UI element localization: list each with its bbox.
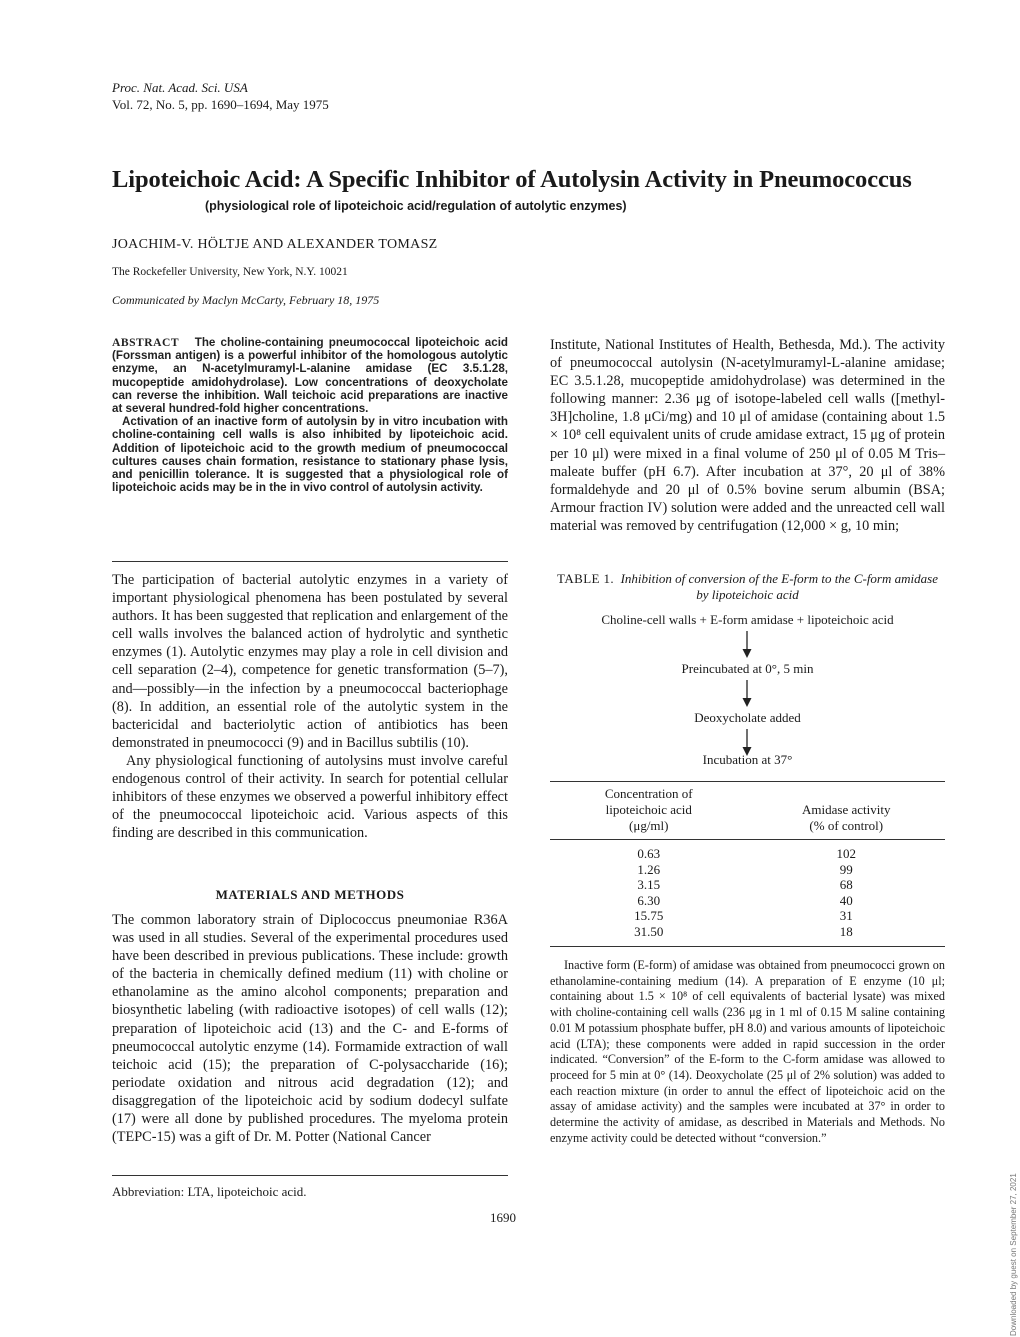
footnote-divider xyxy=(112,1175,508,1176)
introduction xyxy=(112,571,508,842)
table-row: 15.75 31 xyxy=(634,908,853,924)
table-row: 3.15 68 xyxy=(637,877,853,893)
table-header-rule xyxy=(550,839,945,840)
download-watermark: Downloaded by guest on September 27, 2021 xyxy=(1009,1173,1018,1336)
table-row: 0.63 102 xyxy=(637,846,856,861)
abstract-label: ABSTRACT xyxy=(112,336,180,349)
table-footnote xyxy=(550,958,945,1146)
methods-paragraph-1: The common laboratory strain of Diplococcus pneumoniae R36A was used in all studies. Several of the experimental procedures used have been described in previous publications. These include: growth of the bacteria in chemically defined medium (11) with choline or ethanolamine as the amino alcohol components; preparation and biosynthetic labeling (with radioactive isotopes) of cell walls (12); preparation of lipoteichoic acid (13) and the C- and E-forms of pneumococcal autolytic enzyme (14). Formamide extraction of wall teichoic acid (15); the preparation of C-polysaccharide (16); periodate oxidation and nitrous acid degradation (12); and disaggregation of the lipoteichoic acid by sodium dodecyl sulfate (17) were all done by published procedures. The myeloma protein (TEPC-15) was a gift of Dr. M. Potter (National Cancer xyxy=(112,912,508,1146)
flow-step-1: Choline-cell walls + E-form amidase + lipoteichoic acid xyxy=(601,612,894,627)
abstract-paragraph-2: Activation of an inactive form of autolysin by in vitro incubation with choline-containing cell walls is also inhibited by lipoteichoic acid. Addition of lipoteichoic acid to the growth medium of pneumococcal cultures causes chain formation, resistance to stationary phase lysis, and penicillin tolerance. It is suggested that a physiological role of lipoteichoic acids may be in the in vivo control of autolysin activity. xyxy=(112,415,508,495)
intro-paragraph-1: The participation of bacterial autolytic enzymes in a variety of important physiological phenomena has been postulated by several authors. It has been suggested that replication and enlargement of the cell walls involves the balanced action of hydrolytic and synthetic enzymes (1). Autolytic enzymes may play a role in cell division and cell separation (2–4), competence for genetic transformation (5–7), and—possibly—in the infection by a pneumococcal bacteriophage (8). In addition, an essential role of the autolytic system in the bactericidal and bacteriolytic action of antibiotics has been demonstrated in pneumococci (9) and in Bacillus subtilis (10). xyxy=(112,572,508,751)
methods-section xyxy=(112,911,508,1146)
table-top-rule xyxy=(550,781,945,782)
flow-step-3: Deoxycholate added xyxy=(694,710,801,725)
table-header-row xyxy=(550,786,945,834)
abstract-paragraph-1: The choline-containing pneumococcal lipoteichoic acid (Forssman antigen) is a powerful inhibitor of the homologous autolytic enzyme, an N-acetylmuramyl-L-alanine amidase (EC 3.5.1.28, mucopeptide amidohydrolase). Low concentrations of deoxycholate can reverse the inhibition. Wall teichoic acid preparations are inactive at several hundred-fold higher concentrations. xyxy=(112,336,509,416)
column-header-concentration: Concentration of lipoteichoic acid (μg/ml) xyxy=(604,786,693,833)
authors: JOACHIM-V. HÖLTJE AND ALEXANDER TOMASZ xyxy=(112,237,438,252)
journal-name: Proc. Nat. Acad. Sci. USA xyxy=(112,80,248,95)
methods-continued xyxy=(550,336,945,535)
table-bottom-rule xyxy=(550,946,945,947)
table-row: 31.50 18 xyxy=(634,923,853,939)
flow-step-2: Preincubated at 0°, 5 min xyxy=(681,661,814,676)
paper-subtitle: (physiological role of lipoteichoic acid/regulation of autolytic enzymes) xyxy=(205,199,627,213)
table-caption xyxy=(550,571,945,603)
abstract xyxy=(112,336,508,494)
abbreviation-footnote: Abbreviation: LTA, lipoteichoic acid. xyxy=(112,1184,307,1199)
methods-continued-text: Institute, National Institutes of Health, Bethesda, Md.). The activity of pneumococcal autolysin (N-acetylmuramyl-L-alanine amidase; EC 3.5.1.28, mucopeptide amidohydrolase) was determined in the following manner: 2.36 μg of isotope-labeled cell walls ([methyl-3H]choline, 1.8 μCi/mg) and 10 μl of amidase (containing about 1.5 × 10⁸ cell equivalent units of crude amidase extract, 15 μg of protein per 10 μl) were mixed in a final volume of 250 μl of 0.05 M Tris–maleate buffer (pH 6.7). After incubation at 37°, 20 μl of 38% formaldehyde and 20 μl of 0.5% bovine serum albumin (BSA; Armour fraction IV) solution were added and the unreacted cell wall material was removed by centrifugation (12,000 × g, 10 min; xyxy=(550,337,945,534)
table-label: TABLE 1. xyxy=(557,571,615,586)
down-arrow-icon xyxy=(740,680,754,708)
flow-step-4: Incubation at 37° xyxy=(702,752,793,767)
data-table xyxy=(550,786,945,940)
communicated-line: Communicated by Maclyn McCarty, February 18, 1975 xyxy=(112,293,380,307)
volume-line: Vol. 72, No. 5, pp. 1690–1694, May 1975 xyxy=(112,97,329,112)
page-number: 1690 xyxy=(490,1210,516,1225)
paper-title: Lipoteichoic Acid: A Specific Inhibitor of Autolysin Activity in Pneumococcus xyxy=(112,166,912,193)
column-header-activity: Amidase activity (% of control) xyxy=(802,802,891,833)
affiliation: The Rockefeller University, New York, N.Y. 10021 xyxy=(112,266,348,278)
table-caption-text: Inhibition of conversion of the E-form to the C-form amidase by lipoteichoic acid xyxy=(620,571,938,602)
methods-heading: MATERIALS AND METHODS xyxy=(215,887,405,902)
abstract-divider xyxy=(112,561,508,562)
table-footnote-text: Inactive form (E-form) of amidase was obtained from pneumococci grown on ethanolamine-containing medium (14). A preparation of E enzyme (10 μl; containing about 1.5 × 10⁸ of cell equivalents of bacterial lysate) was mixed with choline-containing cell walls (236 μg in 1 ml of 0.15 M saline containing 0.01 M potassium phosphate buffer, pH 8.0) and various amounts of lipoteichoic acid (LTA); these components were added in rapid succession in the order indicated. “Conversion” of the E-form to the C-form amidase was allowed to proceed for 5 min at 0° (14). Deoxycholate (25 μl of 2% solution) was added to each reaction mixture (in order to annul the effect of lipoteichoic acid on the assay of amidase activity) and the samples were incubated at 37° in order to determine the activity of amidase, as described in Materials and Methods. No enzyme activity could be detected without “conversion.” xyxy=(550,958,945,1145)
table-row: 1.26 99 xyxy=(637,861,853,877)
intro-paragraph-2: Any physiological functioning of autolysins must involve careful endogenous control of their activity. In search for potential cellular inhibitors of these enzymes we observed a powerful inhibitory effect of the pneumococcal lipoteichoic acid. Various aspects of this finding are described in this communication. xyxy=(112,752,508,842)
down-arrow-icon xyxy=(740,631,754,659)
table-row: 6.30 40 xyxy=(637,892,853,908)
